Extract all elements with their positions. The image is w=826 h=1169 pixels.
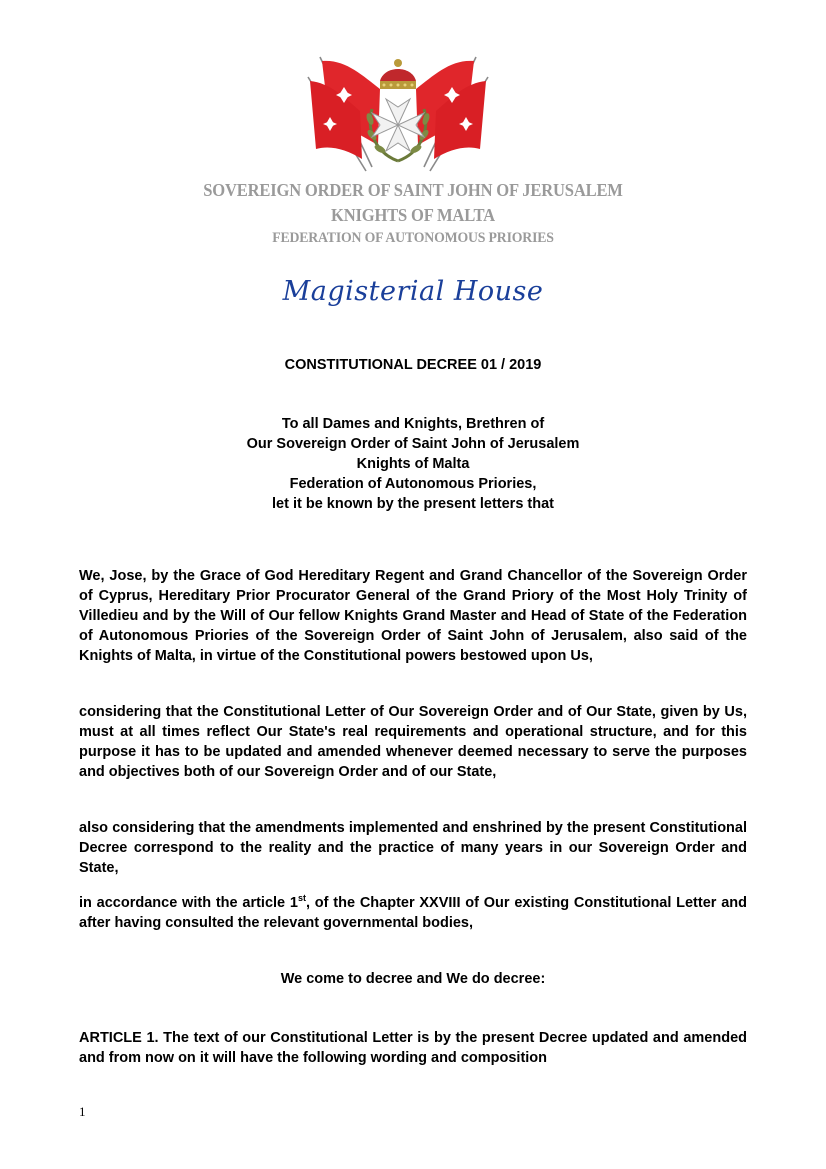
- address-line: Our Sovereign Order of Saint John of Jerusalem: [246, 436, 580, 452]
- address-line: To all Dames and Knights, Brethren of: [281, 416, 545, 432]
- page-number: 1: [79, 1104, 86, 1119]
- accordance-text-end: , of the Chapter XXVIII of Our existing Constitutional Letter and after having consulted the relevant governmental bodies,: [79, 895, 747, 931]
- magisterial-house-title: Magisterial House: [282, 276, 544, 307]
- address-block: [0, 414, 826, 514]
- address-line: let it be known by the present letters that: [272, 496, 554, 512]
- preamble-paragraph: We, Jose, by the Grace of God Hereditary Regent and Grand Chancellor of the Sovereign Order of Cyprus, Hereditary Prior Procurator General of the Grand Priory of the Most Holy Trinity of Villedieu and by the Will of Our fellow Knights Grand Master and Head of State of the Federation of Autonomous Priories of the Sovereign Order of Saint John of Jerusalem, also said of the Knights of Malta, in virtue of the Constitutional powers bestowed upon Us,: [79, 568, 747, 664]
- order-coat-of-arms-icon: [300, 47, 496, 177]
- order-name-header: SOVEREIGN ORDER OF SAINT JOHN OF JERUSALEM: [203, 180, 623, 200]
- article-1-paragraph: ARTICLE 1. The text of our Constitutional Letter is by the present Decree updated and amended and from now on it will have the following wording and composition: [79, 1030, 747, 1066]
- accordance-text-start: in accordance with the article 1: [79, 895, 298, 911]
- federation-header: FEDERATION OF AUTONOMOUS PRIORIES: [272, 230, 554, 246]
- decree-title: CONSTITUTIONAL DECREE 01 / 2019: [284, 357, 542, 373]
- ordinal-suffix: st: [297, 893, 306, 904]
- address-line: Federation of Autonomous Priories,: [289, 476, 537, 492]
- address-line: Knights of Malta: [356, 456, 470, 472]
- also-considering-paragraph: also considering that the amendments implemented and enshrined by the present Constitutional Decree correspond to the reality and the practice of many years in our Sovereign Order and State,: [79, 820, 747, 876]
- considering-paragraph: considering that the Constitutional Letter of Our Sovereign Order and of Our State, given by Us, must at all times reflect Our State's real requirements and operational structure, and for this purpose it has to be updated and amended whenever deemed necessary to serve the purposes and objectives both of our Sovereign Order and of our State,: [79, 704, 747, 780]
- order-subtitle-header: KNIGHTS OF MALTA: [331, 205, 495, 225]
- accordance-paragraph: [79, 893, 747, 933]
- decree-statement: We come to decree and We do decree:: [280, 971, 546, 987]
